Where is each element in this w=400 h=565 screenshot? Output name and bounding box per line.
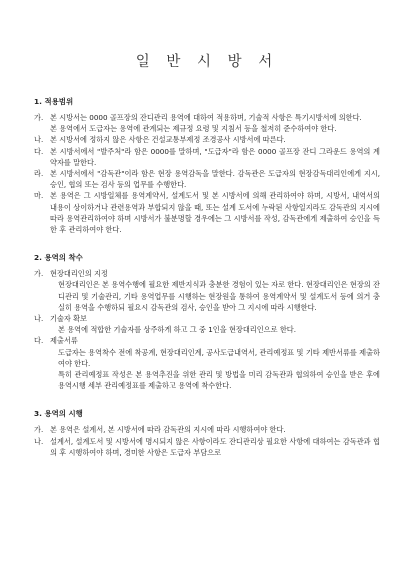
section-execution [34, 408, 380, 458]
list-item [34, 313, 380, 324]
item-text: 특히 관리예정표 작성은 본 용역추진을 위한 관리 및 방법을 미리 감독관과 협의하여 승인을 받은 후에 용역시행 세부 관리예정표를 제출하고 용역에 착수한다. [58, 370, 380, 391]
list-item [34, 112, 380, 134]
item-marker: 마. [34, 191, 44, 201]
item-text: 본 용역에서 도급자는 용역에 관계되는 제규정 요령 및 지침서 등을 철저히 준수하여야 한다. [50, 124, 337, 134]
item-text: 현장대리인은 본 용역수행에 필요한 제반지식과 충분한 경험이 있는 자로 한다. 현장대리인은 현장의 잔디관리 및 기술관리, 기타 용역업무를 시행하는 현장원을 통하여 용역계약서 및 설계도서 등에 의거 충실히 용역을 수행하되 필요시 감독관의 검사, 승인을 받아 그 지시에 따라 시행한다. [58, 280, 380, 312]
item-marker: 가. [34, 425, 44, 435]
list-item [34, 436, 380, 458]
item-title: 현장대리인의 지정 [50, 269, 108, 279]
list-item [34, 168, 380, 190]
section-commencement [34, 252, 380, 391]
item-text: 본 용역은 설계서, 본 시방서에 따라 감독관의 지시에 따라 시행하여야 한다. [50, 425, 286, 435]
item-text: 도급자는 용역착수 전에 착공계, 현장대리인계, 공사도급내역서, 관리예정표 및 기타 제반서류를 제출하여야 한다. [58, 347, 380, 368]
list-item [34, 268, 380, 279]
item-text: 본 시방서에 정하지 않은 사항은 건설교통부제정 조경공사 시방서에 따른다. [50, 135, 286, 145]
item-marker: 라. [34, 169, 44, 179]
section-heading: 2. 용역의 착수 [34, 253, 83, 263]
list-item [34, 146, 380, 168]
item-text: 본 시방서는 0000 골프장의 잔디관리 용역에 대하여 적용하며, 기술적 사항은 특기시방서에 의한다. [50, 113, 362, 122]
item-marker: 다. [34, 146, 44, 156]
item-marker: 가. [34, 269, 44, 279]
item-marker: 나. [34, 135, 44, 145]
document-title: 일 반 시 방 서 [135, 54, 279, 70]
section-scope [34, 96, 380, 235]
item-marker: 나. [34, 436, 44, 446]
item-marker: 가. [34, 113, 44, 122]
item-text: 본 용역은 그 시방일체를 용역계약서, 설계도서 및 본 시방서에 의해 관리하여야 하며, 시방서, 내역서의 내용이 상이하거나 관련용역과 부합되지 않을 때, 또는 설계 도서에 누락된 사항일지라도 감독관의 지시에 따라 용역관리하여야 하며 시방서가 불분명할 경우에는 그 시방서를 작성, 감독관에게 제출하여 승인을 득한 후 관리하여야 한다. [50, 191, 380, 235]
item-marker: 다. [34, 336, 44, 346]
item-text: 본 시방서에서 "발주처"라 함은 0000를 말하며, "도급자"라 함은 0000 골프장 잔디 그라운드 용역의 계약자를 말한다. [50, 146, 380, 167]
item-text: 설계서, 설계도서 및 시방서에 명시되지 않은 사항이라도 잔디관리상 필요한 사항에 대하여는 감독관과 협의 후 시행하여야 하며, 경미한 사항은 도급자 부담으로 [50, 436, 380, 457]
item-title: 제출서류 [50, 336, 78, 346]
item-marker: 나. [34, 314, 44, 324]
section-heading: 3. 용역의 시행 [34, 409, 83, 419]
section-heading: 1. 적용범위 [34, 97, 74, 106]
list-item [34, 190, 380, 235]
item-text: 본 시방서에서 "감독관"이라 함은 현장 용역감독을 말한다. 감독관은 도급자의 현장감독대리인에게 지시, 승인, 협의 또는 검사 등의 업무를 수행한다. [50, 169, 380, 190]
item-text: 본 용역에 적합한 기술자를 상주하게 하고 그 중 1인을 현장대리인으로 한다. [58, 325, 297, 335]
list-item [34, 335, 380, 346]
list-item [34, 424, 380, 435]
item-title: 기술자 확보 [50, 314, 88, 324]
list-item [34, 134, 380, 145]
